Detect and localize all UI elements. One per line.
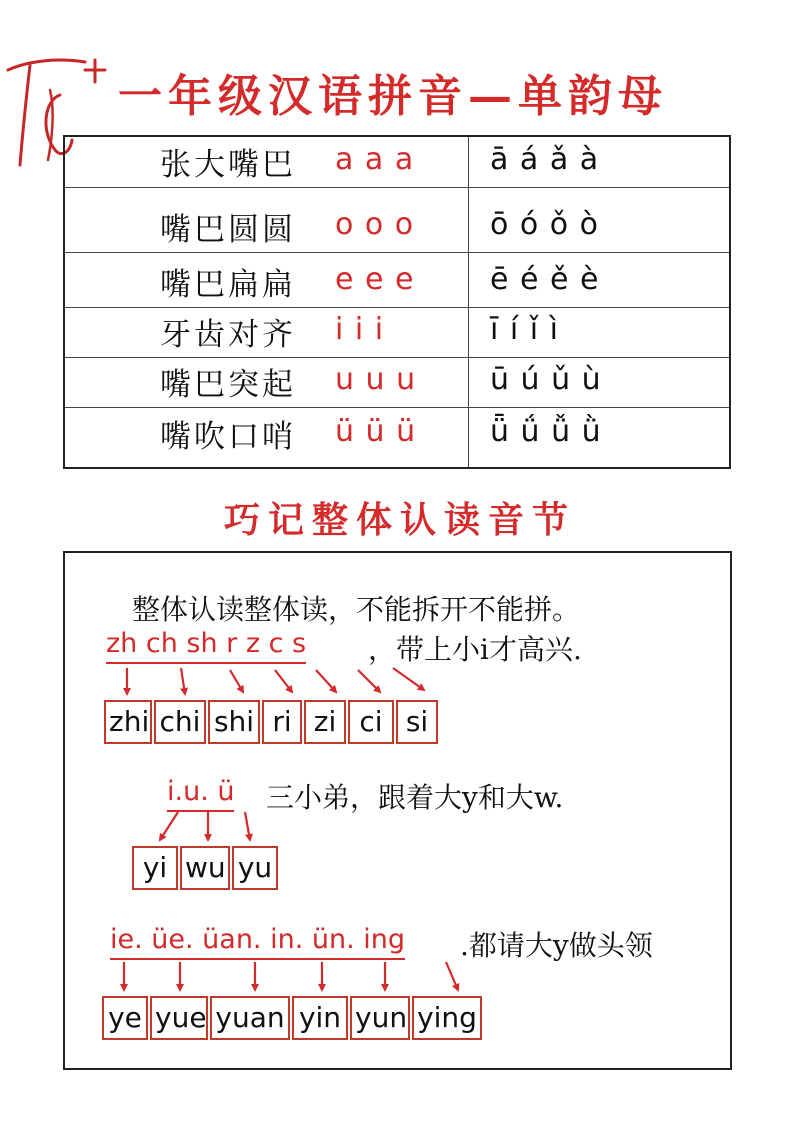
- syllable-box: ci: [348, 700, 394, 744]
- syllable-box: ye: [102, 996, 148, 1040]
- vowel-letters: e e e: [335, 262, 415, 297]
- syllable-box: ying: [412, 996, 482, 1040]
- syllable-box: yun: [350, 996, 410, 1040]
- syllable-box: yi: [132, 846, 178, 890]
- group1-suffix: ，带上小i才高兴.: [368, 633, 582, 666]
- vowel-tones: ī í ǐ ì: [490, 312, 559, 347]
- syllable-box: yuan: [210, 996, 290, 1040]
- vowel-letters: o o o: [335, 207, 415, 242]
- syllable-box: ri: [262, 700, 302, 744]
- vowel-phrase: 嘴巴扁扁: [160, 267, 296, 303]
- syllable-box: zhi: [104, 700, 152, 744]
- section-title: 巧记整体认读音节: [223, 499, 576, 541]
- vowel-phrase: 牙齿对齐: [160, 317, 296, 353]
- vowel-phrase: 张大嘴巴: [160, 147, 296, 183]
- vowel-phrase: 嘴巴突起: [160, 367, 296, 403]
- table-row: [65, 137, 729, 188]
- vowel-letters: ü ü ü: [335, 414, 417, 449]
- vowel-tones: ē é ě è: [490, 262, 600, 297]
- syllable-box: chi: [154, 700, 206, 744]
- syllable-box: zi: [304, 700, 346, 744]
- table-row: [65, 257, 729, 308]
- syllable-box: si: [396, 700, 438, 744]
- table-row: [65, 357, 729, 408]
- group3-syllable-row: [102, 996, 482, 1040]
- table-row: [65, 409, 729, 459]
- vowel-phrase: 嘴巴圆圆: [160, 212, 296, 248]
- single-vowel-table: [63, 135, 731, 469]
- vowel-letters: i i i: [335, 312, 385, 347]
- page-title: 一年级汉语拼音—单韵母: [118, 71, 668, 122]
- table-row: [65, 307, 729, 358]
- group1-initials: zh ch sh r z c s: [106, 628, 306, 664]
- rhyme-line-1: 整体认读整体读，不能拆开不能拼。: [132, 593, 581, 626]
- syllable-box: yu: [232, 846, 278, 890]
- group2-letters: i.u. ü: [167, 776, 234, 812]
- vowel-tones: ū ú ǔ ù: [490, 362, 602, 397]
- vowel-letters: u u u: [335, 362, 417, 397]
- group3-finals: ie. üe. üan. in. ün. ing: [110, 924, 405, 960]
- group2-syllable-row: [132, 846, 278, 890]
- table-row: [65, 202, 729, 253]
- syllable-box: yin: [292, 996, 348, 1040]
- vowel-tones: ǖ ǘ ǚ ǜ: [490, 414, 602, 449]
- syllable-box: wu: [180, 846, 230, 890]
- group2-suffix: 三小弟，跟着大y和大w.: [266, 781, 564, 814]
- vowel-letters: a a a: [335, 142, 415, 177]
- vowel-tones: ā á ǎ à: [490, 142, 600, 177]
- syllable-box: yue: [150, 996, 208, 1040]
- vowel-phrase: 嘴吹口哨: [160, 419, 296, 455]
- group3-suffix: .都请大y做头领: [460, 929, 653, 962]
- vowel-tones: ō ó ǒ ò: [490, 207, 600, 242]
- syllable-box: shi: [208, 700, 260, 744]
- group1-syllable-row: [104, 700, 438, 744]
